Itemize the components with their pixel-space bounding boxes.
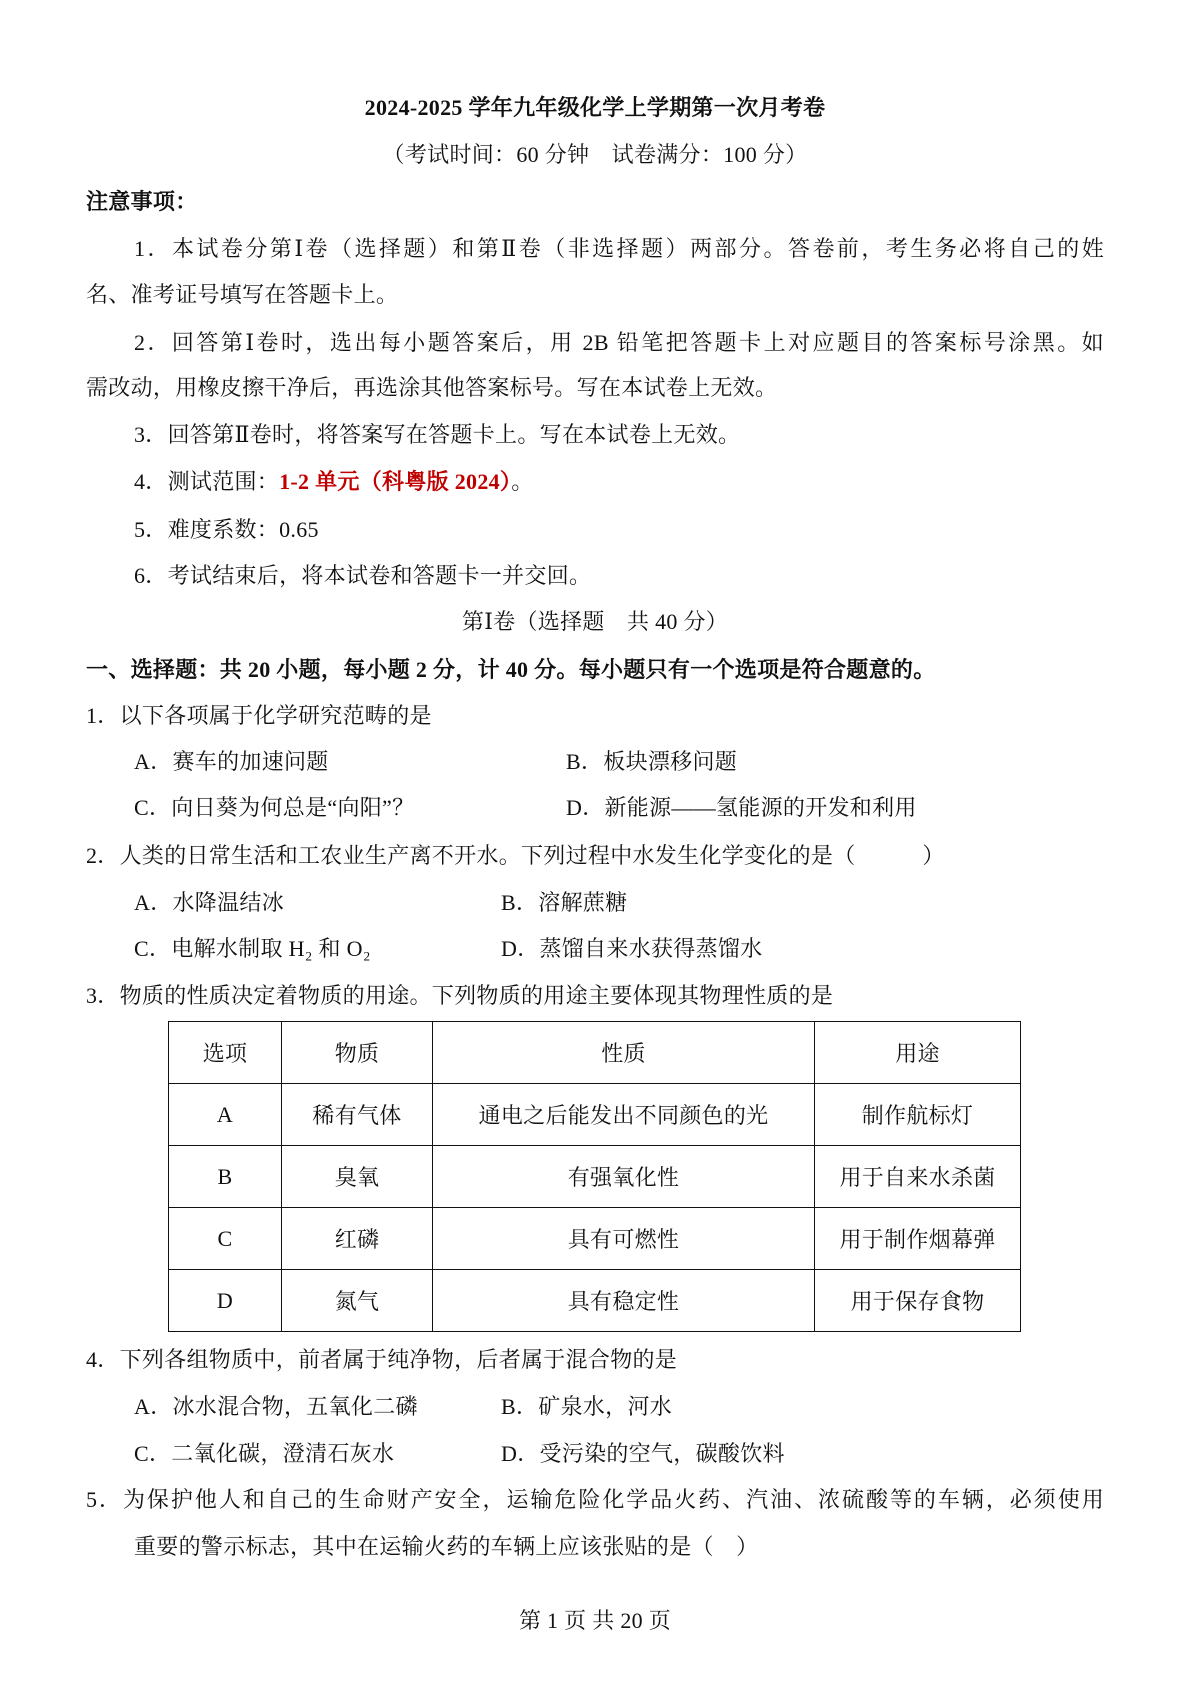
q2-option-c: C．电解水制取 H₂ 和 O₂ (134, 936, 371, 961)
note-4-prefix: 4．测试范围： (134, 469, 280, 494)
table-cell-substance: 臭氧 (282, 1146, 433, 1208)
table-cell-option: A (169, 1084, 282, 1146)
table-cell-property: 具有稳定性 (433, 1270, 815, 1332)
note-6: 6．考试结束后，将本试卷和答题卡一并交回。 (134, 563, 592, 588)
table-cell-property: 有强氧化性 (433, 1146, 815, 1208)
exam-subtitle: （考试时间：60 分钟 试卷满分：100 分） (382, 142, 808, 167)
q4-stem: 4．下列各组物质中，前者属于纯净物，后者属于混合物的是 (86, 1347, 678, 1372)
note-5: 5．难度系数：0.65 (134, 517, 319, 542)
table-header-cell: 性质 (433, 1022, 815, 1084)
table-row (169, 1208, 1021, 1270)
q4-option-c: C．二氧化碳，澄清石灰水 (134, 1441, 395, 1466)
table-row (169, 1146, 1021, 1208)
page-footer: 第 1 页 共 20 页 (518, 1608, 672, 1633)
table-cell-substance: 红磷 (282, 1208, 433, 1270)
notes-heading: 注意事项： (86, 189, 198, 214)
exam-title: 2024-2025 学年九年级化学上学期第一次月考卷 (364, 95, 826, 120)
table-header-cell: 用途 (815, 1022, 1021, 1084)
table-row (169, 1084, 1021, 1146)
q3-table (168, 1021, 1021, 1332)
table-cell-property: 通电之后能发出不同颜色的光 (433, 1084, 815, 1146)
part-heading: 一、选择题：共 20 小题，每小题 2 分，计 40 分。每小题只有一个选项是符合题意的。 (86, 657, 936, 682)
note-1-line-2: 名、准考证号填写在答题卡上。 (86, 282, 399, 307)
table-row (169, 1270, 1021, 1332)
table-cell-substance: 氮气 (282, 1270, 433, 1332)
table-header-cell: 物质 (282, 1022, 433, 1084)
table-cell-property: 具有可燃性 (433, 1208, 815, 1270)
table-cell-option: B (169, 1146, 282, 1208)
q3-stem: 3．物质的性质决定着物质的用途。下列物质的用途主要体现其物理性质的是 (86, 983, 834, 1008)
note-4-test-scope: 1-2 单元（科粤版 2024） (279, 469, 512, 494)
section-title: 第Ⅰ卷（选择题 共 40 分） (461, 609, 729, 634)
q2-option-b: B．溶解蔗糖 (501, 890, 628, 915)
table-cell-use: 用于保存食物 (815, 1270, 1021, 1332)
table-header-row (169, 1022, 1021, 1084)
table-cell-use: 制作航标灯 (815, 1084, 1021, 1146)
note-2-line-2: 需改动，用橡皮擦干净后，再选涂其他答案标号。写在本试卷上无效。 (86, 375, 778, 400)
q4-option-d: D．受污染的空气，碳酸饮料 (501, 1441, 785, 1466)
note-1-line-1: 1．本试卷分第Ⅰ卷（选择题）和第Ⅱ卷（非选择题）两部分。答卷前，考生务必将自己的姓 (134, 236, 1104, 261)
q1-option-b: B．板块漂移问题 (566, 749, 738, 774)
q2-option-a: A．水降温结冰 (134, 890, 284, 915)
q4-option-a: A．冰水混合物，五氧化二磷 (134, 1394, 418, 1419)
table-cell-substance: 稀有气体 (282, 1084, 433, 1146)
q1-option-a: A．赛车的加速问题 (134, 749, 329, 774)
note-3: 3．回答第Ⅱ卷时，将答案写在答题卡上。写在本试卷上无效。 (134, 422, 741, 447)
note-4 (134, 467, 534, 497)
q4-option-b: B．矿泉水，河水 (501, 1394, 673, 1419)
table-header-cell: 选项 (169, 1022, 282, 1084)
note-4-suffix: 。 (511, 469, 534, 494)
table-cell-option: D (169, 1270, 282, 1332)
q2-stem: 2．人类的日常生活和工农业生产离不开水。下列过程中水发生化学变化的是（ ） (86, 843, 945, 868)
q1-option-d: D．新能源——氢能源的开发和利用 (566, 795, 917, 820)
note-2-line-1: 2．回答第Ⅰ卷时，选出每小题答案后，用 2B 铅笔把答题卡上对应题目的答案标号涂黑。如 (134, 330, 1104, 355)
q1-stem: 1．以下各项属于化学研究范畴的是 (86, 703, 432, 728)
q5-stem-line-1: 5．为保护他人和自己的生命财产安全，运输危险化学品火药、汽油、浓硫酸等的车辆，必须使用 (86, 1487, 1104, 1512)
table-cell-use: 用于自来水杀菌 (815, 1146, 1021, 1208)
table-cell-option: C (169, 1208, 282, 1270)
q5-stem-line-2: 重要的警示标志，其中在运输火药的车辆上应该张贴的是（ ） (134, 1534, 759, 1559)
q1-option-c: C．向日葵为何总是“向阳”？ (134, 795, 415, 820)
table-cell-use: 用于制作烟幕弹 (815, 1208, 1021, 1270)
q2-option-d: D．蒸馏自来水获得蒸馏水 (501, 936, 763, 961)
